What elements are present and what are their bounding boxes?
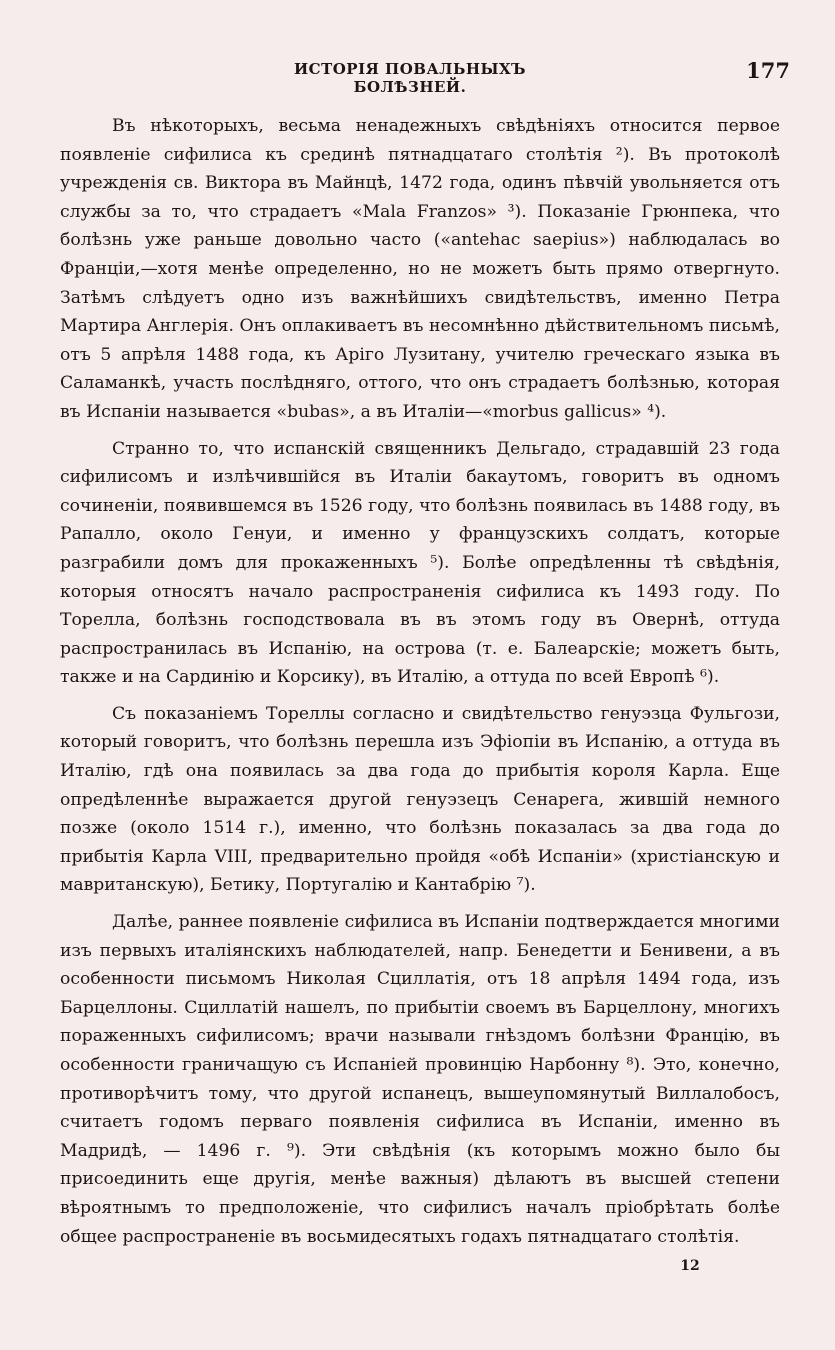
page-number: 177 [746, 58, 790, 83]
signature-mark: 12 [680, 1258, 700, 1274]
running-head: ИСТОРІЯ ПОВАЛЬНЫХЪ БОЛѢЗНЕЙ. [293, 60, 527, 96]
paragraph-2: Странно то, что испанскій священникъ Дельгадо, страдавшій 23 года сифилисомъ и излѣчившійся въ Италіи бакаутомъ, говоритъ въ одномъ сочиненіи, появившемся въ 1526 году, что болѣзнь появилась въ 1488 году, въ Рапалло, около Генуи, и именно у французскихъ солдатъ, которые разграбили домъ для прокаженныхъ ⁵). Болѣе опредѣленны тѣ свѣдѣнія, которыя относятъ начало распространенія сифилиса къ 1493 году. По Торелла, болѣзнь господствовала въ въ этомъ году въ Овернѣ, оттуда распространилась въ Испанію, на острова (т. е. Балеарскіе; можетъ быть, также и на Сардинію и Корсику), въ Италію, а оттуда по всей Европѣ ⁶). [60, 438, 780, 688]
paragraph-3: Съ показаніемъ Тореллы согласно и свидѣтельство генуэзца Фульгози, который говоритъ, что болѣзнь перешла изъ Эфіопіи въ Испанію, а оттуда въ Италію, гдѣ она появилась за два года до прибытія короля Карла. Еще опредѣленнѣе выражается другой генуэзецъ Сенарега, жившій немного позже (около 1514 г.), именно, что болѣзнь показалась за два года до прибытія Карла VIII, предварительно пройдя «обѣ Испаніи» (христіанскую и мавританскую), Бетику, Португалію и Кантабрію ⁷). [60, 703, 780, 896]
paragraph-4: Далѣе, раннее появленіе сифилиса въ Испаніи подтверждается многими изъ первыхъ италіянскихъ наблюдателей, напр. Бенедетти и Бенивени, а въ особенности письмомъ Николая Сциллатія, отъ 18 апрѣля 1494 года, изъ Барцеллоны. Сциллатій нашелъ, по прибытіи своемъ въ Барцеллону, многихъ пораженныхъ сифилисомъ; врачи называли гнѣздомъ болѣзни Францію, въ особенности граничащую съ Испаніей провинцію Нарбонну ⁸). Это, конечно, противорѣчитъ тому, что другой испанецъ, вышеупомянутый Виллалобосъ, считаетъ годомъ перваго появленія сифилиса въ Испаніи, именно въ Мадридѣ, — 1496 г. ⁹). Эти свѣдѣнія (къ которымъ можно было бы присоединить еще другія, менѣе важныя) дѣлаютъ въ высшей степени вѣроятнымъ то предположеніе, что сифилисъ началъ пріобрѣтать болѣе общее распространеніе въ восьмидесятыхъ годахъ пятнадцатаго столѣтія. [60, 912, 780, 1247]
body-text [60, 112, 780, 1251]
paragraph-1: Въ нѣкоторыхъ, весьма ненадежныхъ свѣдѣніяхъ относится первое появленіе сифилиса къ срединѣ пятнадцатаго столѣтія ²). Въ протоколѣ учрежденія св. Виктора въ Майнцѣ, 1472 года, одинъ пѣвчій увольняется отъ службы за то, что страдаетъ «Mala Franzos» ³). Показаніе Грюнпека, что болѣзнь уже раньше довольно часто («antehac saepius») наблюдалась во Франціи,—хотя менѣе определенно, но не можетъ быть прямо отвергнуто. Затѣмъ слѣдуетъ одно изъ важнѣйшихъ свидѣтельствъ, именно Петра Мартира Англерія. Онъ оплакиваетъ въ несомнѣнно дѣйствительномъ письмѣ, отъ 5 апрѣля 1488 года, къ Аріго Лузитану, учителю греческаго языка въ Саламанкѣ, участь послѣдняго, оттого, что онъ страдаетъ болѣзнью, которая въ Испаніи называется «bubas», а въ Италіи—«morbus gallicus» ⁴). [60, 116, 780, 422]
